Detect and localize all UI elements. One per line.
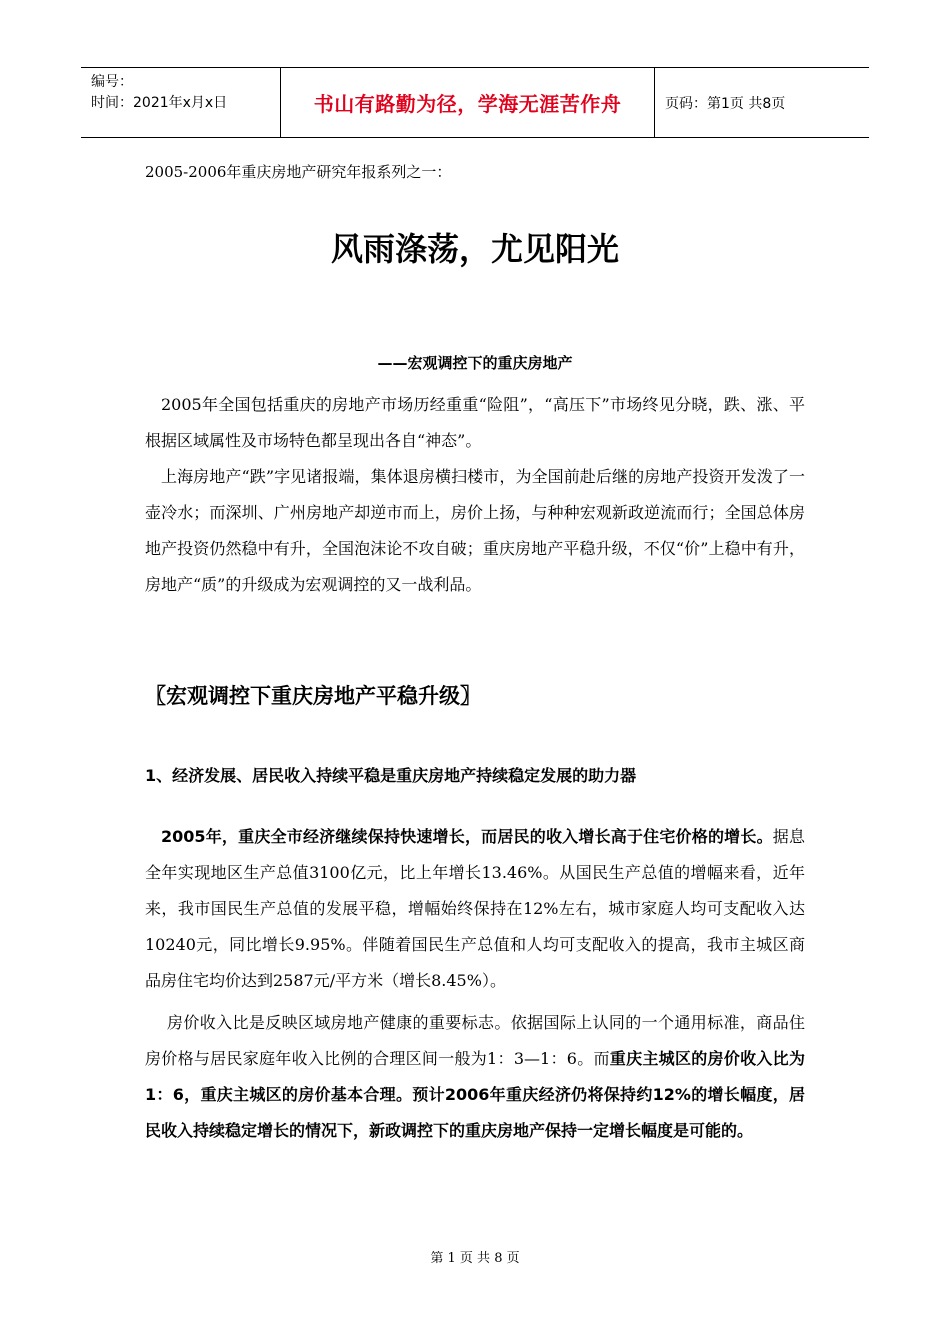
paragraph-1-text: 据息全年实现地区生产总值3100亿元，比上年增长13.46%。从国民生产总值的增幅来看，近年来，我市国民生产总值的发展平稳，增幅始终保持在12%左右，城市家庭人均可支配收入达10240元，同比增长9.95%。伴随着国民生产总值和人均可支配收入的提高，我市主城区商品房住宅均价达到2587元/平方米（增长8.45%）。 [145,827,805,990]
section-heading: 〖宏观调控下重庆房地产平稳升级〗 [145,684,481,708]
header-page-info: 页码：第1页 共8页 [665,95,786,112]
body-block [145,819,805,1149]
number-label: 编号： [91,74,133,90]
page-header [81,67,869,138]
document-title: 风雨涤荡，尤见阳光 [330,230,619,268]
header-motto: 书山有路勤为径，学海无涯苦作舟 [281,68,655,137]
paragraph-2-bold: 重庆主城区的房价收入比为1：6，重庆主城区的房价基本合理。预计2006年重庆经济仍将保持约12%的增长幅度，居民收入持续稳定增长的情况下，新政调控下的重庆房地产保持一定增长幅度是可能的。 [145,1049,805,1140]
date-label: 时间：2021年x月x日 [91,95,228,111]
intro-paragraph-1: 2005年全国包括重庆的房地产市场历经重重“险阻”，“高压下”市场终见分晓，跌、涨、平根据区域属性及市场特色都呈现出各自“神态”。 [145,395,805,450]
paragraph-1-bold: 2005年，重庆全市经济继续保持快速增长，而居民的收入增长高于住宅价格的增长。 [161,827,773,846]
document-subtitle: ——宏观调控下的重庆房地产 [377,354,573,372]
intro-block [145,387,805,603]
page-footer: 第 1 页 共 8 页 [430,1251,520,1266]
subheading: 1、经济发展、居民收入持续平稳是重庆房地产持续稳定发展的助力器 [145,766,637,785]
paragraph-2-text: 房价收入比是反映区域房地产健康的重要标志。依据国际上认同的一个通用标准，商品住房价格与居民家庭年收入比例的合理区间一般为1：3—1：6。而 [145,1013,805,1068]
paragraph-2 [145,1005,805,1149]
series-title: 2005-2006年重庆房地产研究年报系列之一： [145,163,452,181]
paragraph-1 [145,819,805,999]
intro-paragraph-2: 上海房地产“跌”字见诸报端，集体退房横扫楼市，为全国前赴后继的房地产投资开发泼了一壶冷水；而深圳、广州房地产却逆市而上，房价上扬，与种种宏观新政逆流而行；全国总体房地产投资仍然稳中有升，全国泡沫论不攻自破；重庆房地产平稳升级，不仅“价”上稳中有升，房地产“质”的升级成为宏观调控的又一战利品。 [145,467,805,594]
header-meta [81,68,281,137]
